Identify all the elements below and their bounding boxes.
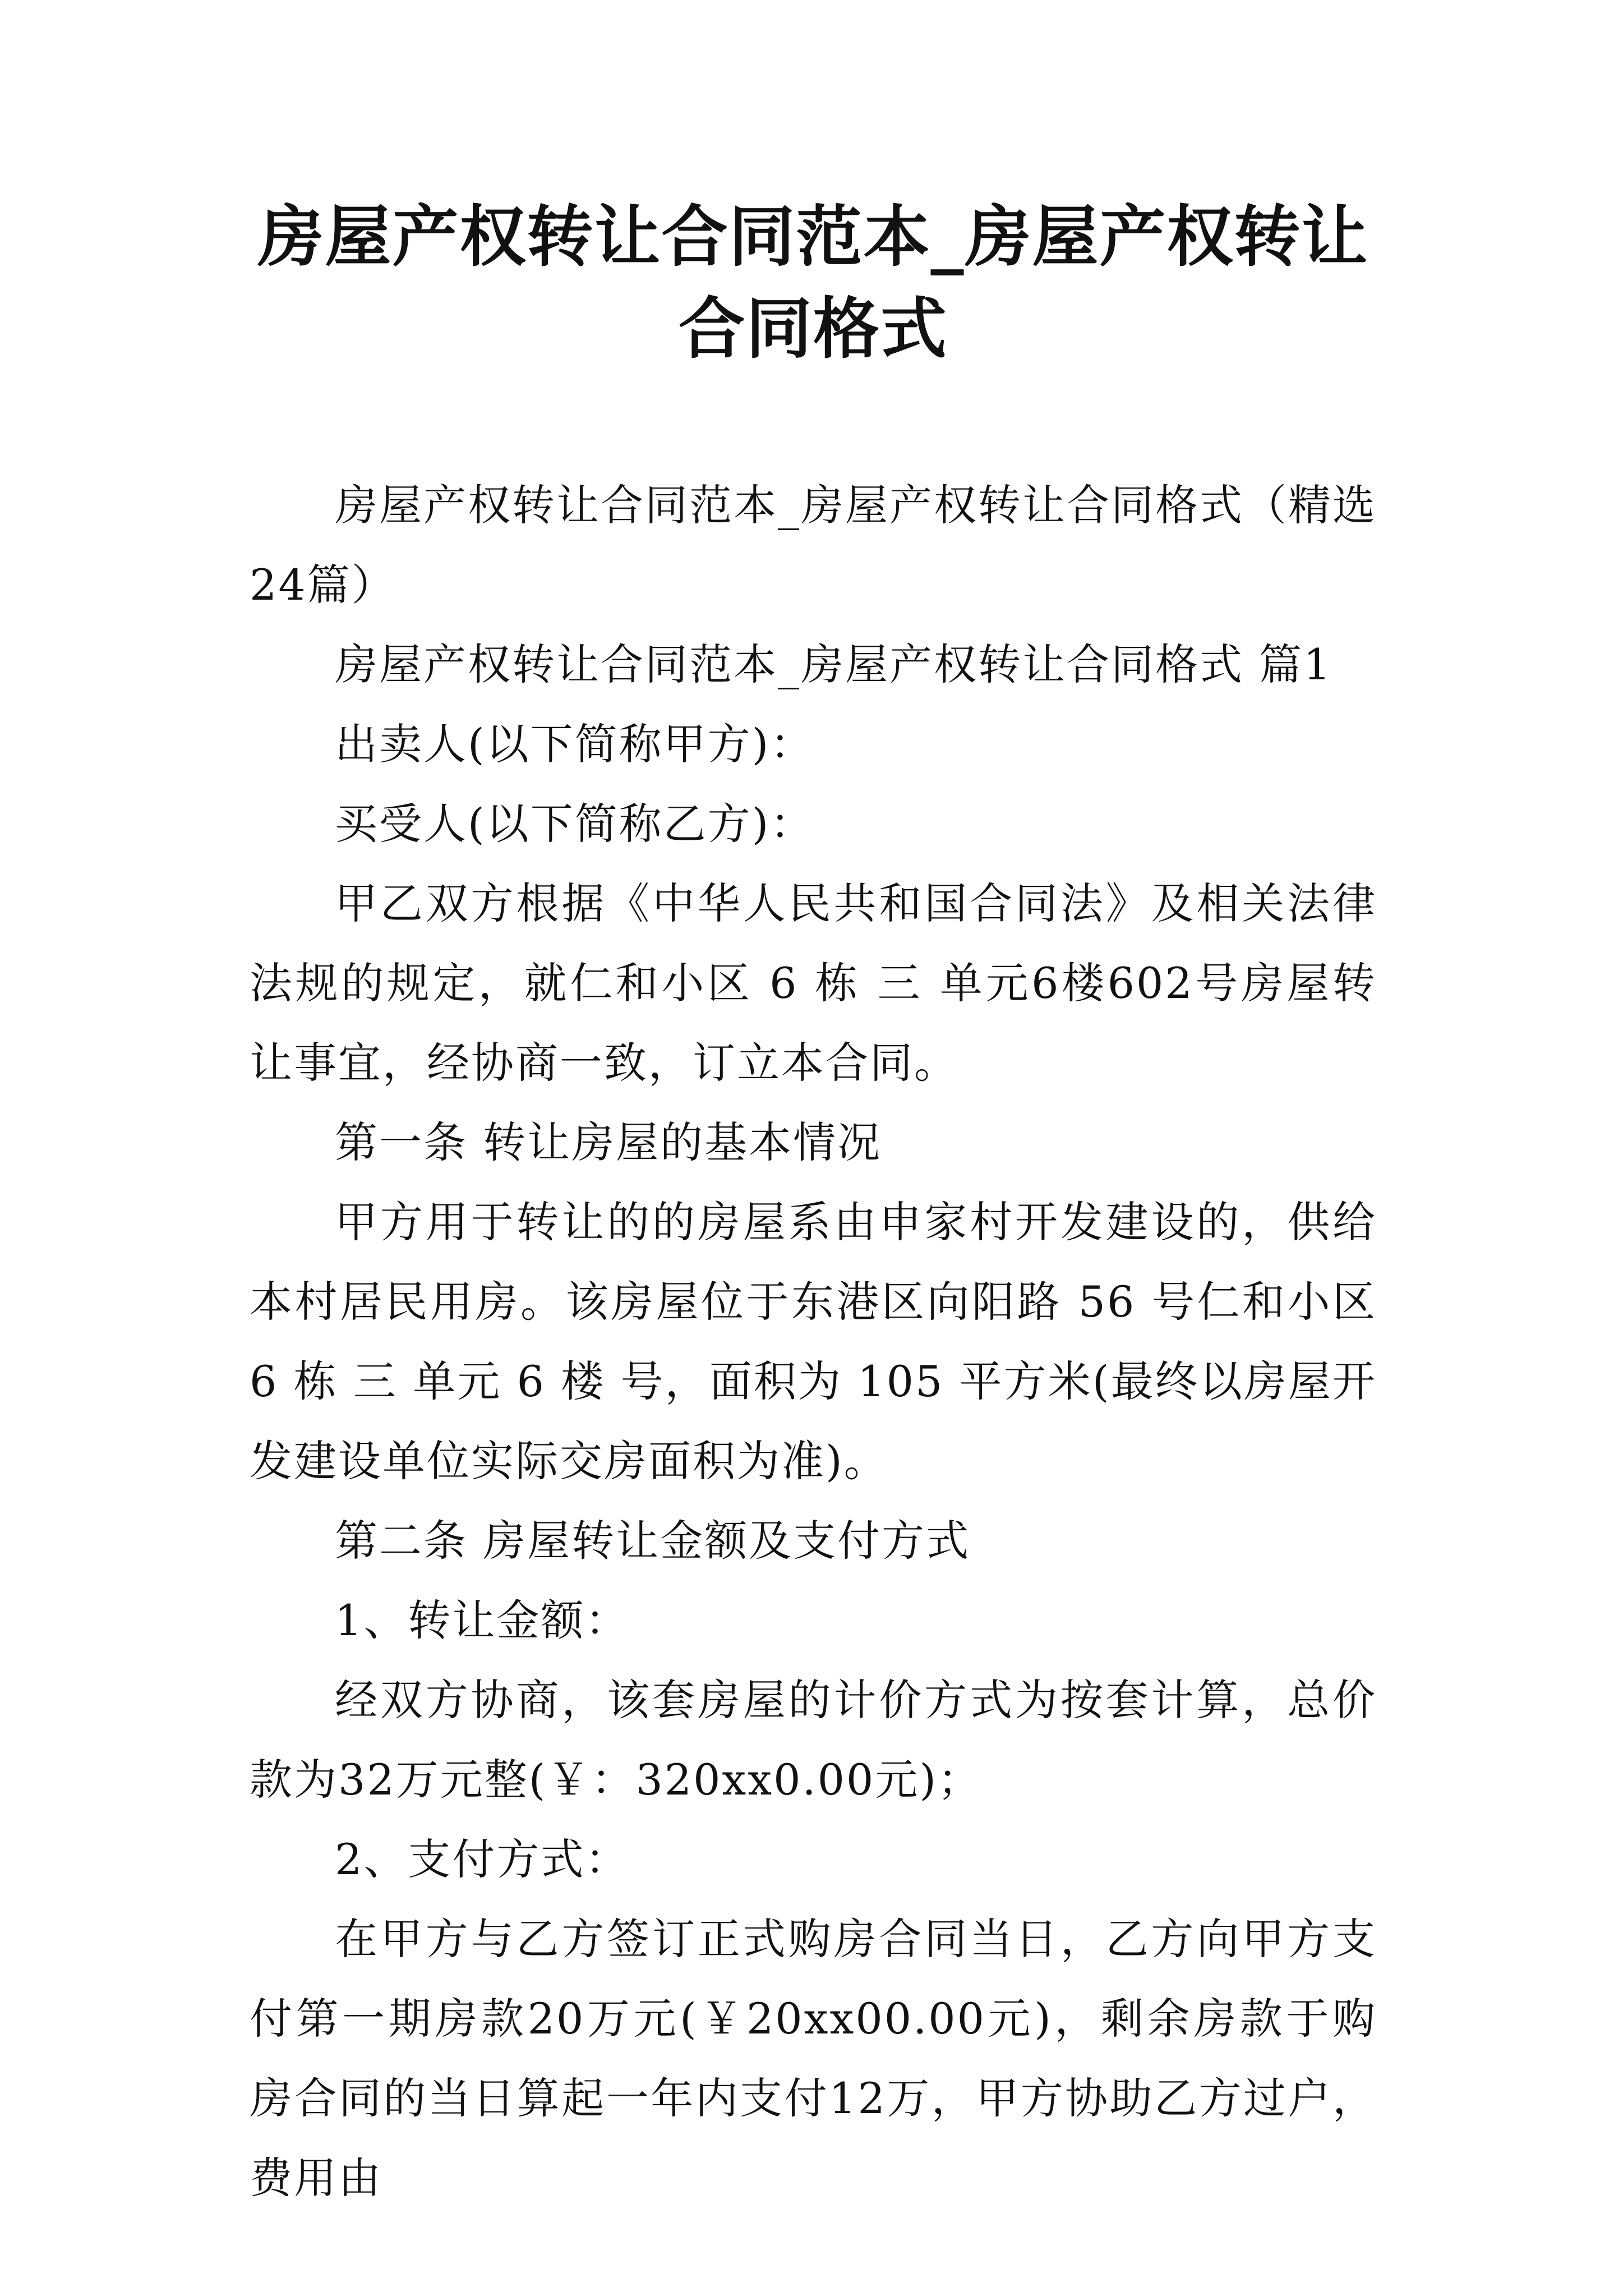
document-body [250, 466, 1377, 2218]
paragraph-article-1-heading: 第一条 转让房屋的基本情况 [335, 1117, 882, 1167]
paragraph-buyer: 买受人(以下简称乙方)： [335, 799, 815, 849]
paragraph-payment-heading: 2、支付方式： [335, 1834, 630, 1884]
paragraph-section-heading: 房屋产权转让合同范本_房屋产权转让合同格式 篇1 [335, 639, 1332, 689]
paragraph-preamble: 甲乙双方根据《中华人民共和国合同法》及相关法律法规的规定，就仁和小区 6 栋 三 单元6楼602号房屋转让事宜，经协商一致，订立本合同。 [250, 878, 1377, 1088]
paragraph-amount-heading: 1、转让金额： [335, 1595, 630, 1645]
paragraph-amount-body: 经双方协商，该套房屋的计价方式为按套计算，总价款为32万元整(￥：320xx0.00元)； [250, 1675, 1377, 1805]
paragraph-seller: 出卖人(以下简称甲方)： [335, 719, 815, 769]
paragraph-payment-body: 在甲方与乙方签订正式购房合同当日，乙方向甲方支付第一期房款20万元(￥20xx00.00元)，剩余房款于购房合同的当日算起一年内支付12万，甲方协助乙方过户，费用由 [250, 1914, 1377, 2203]
paragraph-intro: 房屋产权转让合同范本_房屋产权转让合同格式（精选24篇） [250, 480, 1377, 610]
document-title: 房屋产权转让合同范本_房屋产权转让合同格式 [257, 198, 1369, 367]
paragraph-article-2-heading: 第二条 房屋转让金额及支付方式 [335, 1516, 971, 1566]
paragraph-article-1-body: 甲方用于转让的的房屋系由申家村开发建设的，供给本村居民用房。该房屋位于东港区向阳路 56 号仁和小区 6 栋 三 单元 6 楼 号，面积为 105 平方米(最终以房屋开发建设单位实际交房面积为准)。 [250, 1197, 1377, 1486]
